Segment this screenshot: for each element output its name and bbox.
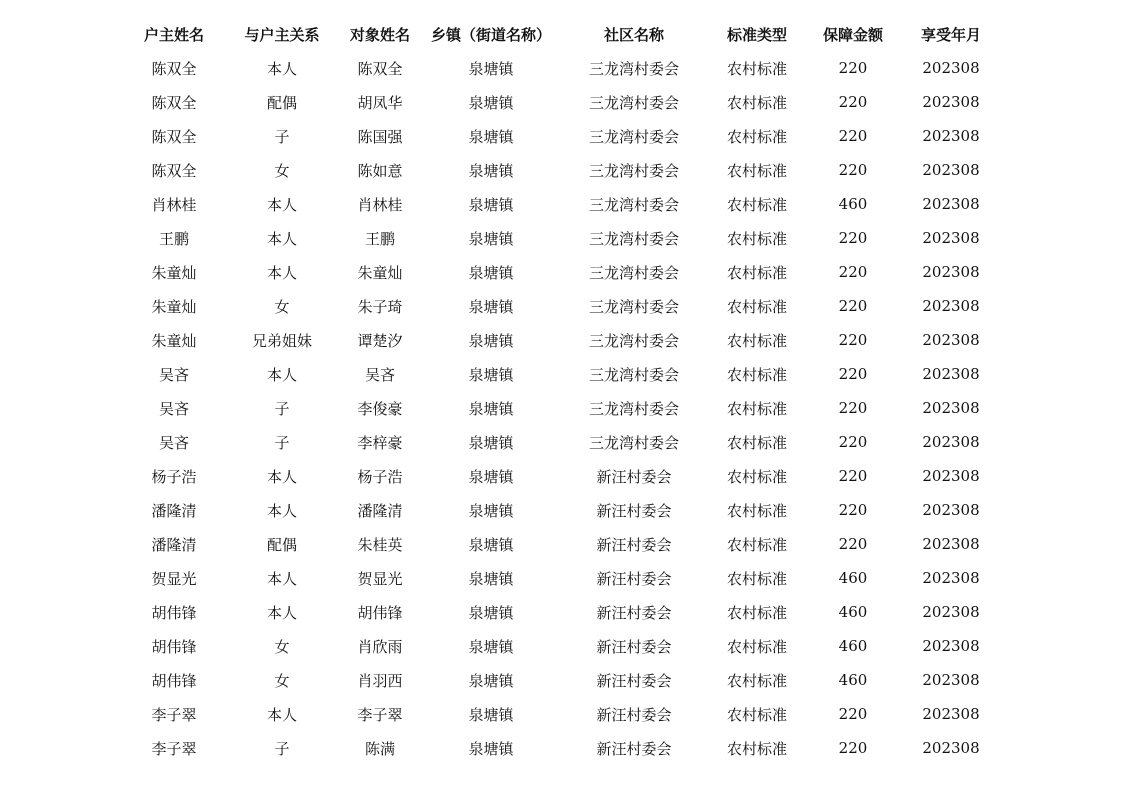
township-cell: 泉塘镇 [468, 93, 514, 112]
township-cell: 泉塘镇 [468, 195, 514, 214]
table-row [120, 731, 1000, 765]
household-head-name-cell: 杨子浩 [151, 467, 197, 486]
standard-type-cell: 农村标准 [726, 569, 787, 588]
standard-type-cell: 农村标准 [726, 263, 787, 282]
relation-to-head-cell: 子 [274, 433, 290, 452]
benefit-month-cell: 202308 [922, 297, 980, 315]
township-cell: 泉塘镇 [468, 331, 514, 350]
relation-to-head-cell: 女 [274, 637, 290, 656]
benefit-month-cell: 202308 [922, 569, 980, 587]
relation-to-head-cell: 子 [274, 127, 290, 146]
standard-type-cell: 农村标准 [726, 331, 787, 350]
recipient-name-cell: 陈国强 [357, 127, 403, 146]
township-cell: 泉塘镇 [468, 297, 514, 316]
community-name-cell: 新汪村委会 [596, 603, 672, 622]
standard-type-cell: 农村标准 [726, 739, 787, 758]
benefit-month-cell: 202308 [922, 263, 980, 281]
relation-to-head-cell: 本人 [266, 467, 297, 486]
relation-to-head-cell: 配偶 [266, 93, 297, 112]
table-row [120, 391, 1000, 425]
household-head-name-cell: 朱童灿 [151, 331, 197, 350]
table-row [120, 153, 1000, 187]
recipient-name-cell: 陈满 [364, 739, 395, 758]
benefit-month-cell: 202308 [922, 433, 980, 451]
community-name-cell: 三龙湾村委会 [588, 331, 679, 350]
benefit-amount-cell: 220 [838, 739, 868, 757]
township-cell: 泉塘镇 [468, 569, 514, 588]
recipient-name-cell: 肖欣雨 [357, 637, 403, 656]
township-cell: 泉塘镇 [468, 399, 514, 418]
benefit-roster-table [120, 17, 1000, 765]
household-head-name-cell: 陈双全 [151, 93, 197, 112]
township-cell: 泉塘镇 [468, 127, 514, 146]
household-head-name-cell: 朱童灿 [151, 263, 197, 282]
recipient-name-cell: 胡凤华 [357, 93, 403, 112]
relation-to-head-cell: 女 [274, 297, 290, 316]
recipient-name-cell: 王鹏 [364, 229, 395, 248]
community-name-cell: 三龙湾村委会 [588, 195, 679, 214]
table-row [120, 85, 1000, 119]
community-name-cell: 新汪村委会 [596, 739, 672, 758]
household-head-name-cell: 吴吝 [158, 399, 189, 418]
benefit-amount-cell: 220 [838, 399, 868, 417]
table-row [120, 561, 1000, 595]
recipient-name-cell: 朱童灿 [357, 263, 403, 282]
benefit-month-cell: 202308 [922, 161, 980, 179]
benefit-amount-cell: 220 [838, 59, 868, 77]
table-row [120, 323, 1000, 357]
header-community-name: 社区名称 [603, 25, 664, 44]
relation-to-head-cell: 本人 [266, 263, 297, 282]
community-name-cell: 三龙湾村委会 [588, 93, 679, 112]
benefit-roster-sheet [120, 17, 1000, 765]
standard-type-cell: 农村标准 [726, 637, 787, 656]
benefit-amount-cell: 220 [838, 365, 868, 383]
community-name-cell: 三龙湾村委会 [588, 433, 679, 452]
recipient-name-cell: 朱桂英 [357, 535, 403, 554]
benefit-month-cell: 202308 [922, 603, 980, 621]
standard-type-cell: 农村标准 [726, 399, 787, 418]
township-cell: 泉塘镇 [468, 229, 514, 248]
benefit-amount-cell: 220 [838, 535, 868, 553]
community-name-cell: 新汪村委会 [596, 535, 672, 554]
recipient-name-cell: 陈如意 [357, 161, 403, 180]
household-head-name-cell: 吴吝 [158, 365, 189, 384]
relation-to-head-cell: 本人 [266, 195, 297, 214]
header-benefit-month: 享受年月 [920, 25, 981, 44]
benefit-amount-cell: 220 [838, 161, 868, 179]
standard-type-cell: 农村标准 [726, 229, 787, 248]
community-name-cell: 三龙湾村委会 [588, 297, 679, 316]
relation-to-head-cell: 子 [274, 739, 290, 758]
benefit-month-cell: 202308 [922, 671, 980, 689]
recipient-name-cell: 陈双全 [357, 59, 403, 78]
household-head-name-cell: 肖林桂 [151, 195, 197, 214]
benefit-amount-cell: 220 [838, 705, 868, 723]
benefit-amount-cell: 460 [838, 671, 868, 689]
household-head-name-cell: 李子翠 [151, 739, 197, 758]
relation-to-head-cell: 本人 [266, 705, 297, 724]
recipient-name-cell: 肖林桂 [357, 195, 403, 214]
household-head-name-cell: 吴吝 [158, 433, 189, 452]
benefit-month-cell: 202308 [922, 637, 980, 655]
township-cell: 泉塘镇 [468, 433, 514, 452]
household-head-name-cell: 朱童灿 [151, 297, 197, 316]
household-head-name-cell: 潘隆清 [151, 501, 197, 520]
standard-type-cell: 农村标准 [726, 365, 787, 384]
township-cell: 泉塘镇 [468, 467, 514, 486]
benefit-amount-cell: 220 [838, 93, 868, 111]
table-row [120, 119, 1000, 153]
table-row [120, 527, 1000, 561]
benefit-month-cell: 202308 [922, 331, 980, 349]
household-head-name-cell: 胡伟锋 [151, 637, 197, 656]
household-head-name-cell: 李子翠 [151, 705, 197, 724]
relation-to-head-cell: 本人 [266, 365, 297, 384]
benefit-month-cell: 202308 [922, 229, 980, 247]
benefit-amount-cell: 220 [838, 297, 868, 315]
standard-type-cell: 农村标准 [726, 297, 787, 316]
relation-to-head-cell: 女 [274, 671, 290, 690]
community-name-cell: 三龙湾村委会 [588, 161, 679, 180]
township-cell: 泉塘镇 [468, 603, 514, 622]
benefit-month-cell: 202308 [922, 705, 980, 723]
table-body [120, 51, 1000, 765]
relation-to-head-cell: 本人 [266, 59, 297, 78]
header-relation-to-head: 与户主关系 [244, 25, 320, 44]
township-cell: 泉塘镇 [468, 263, 514, 282]
table-row [120, 357, 1000, 391]
recipient-name-cell: 潘隆清 [357, 501, 403, 520]
header-recipient-name: 对象姓名 [349, 25, 410, 44]
township-cell: 泉塘镇 [468, 705, 514, 724]
relation-to-head-cell: 本人 [266, 229, 297, 248]
recipient-name-cell: 李子翠 [357, 705, 403, 724]
household-head-name-cell: 陈双全 [151, 127, 197, 146]
community-name-cell: 新汪村委会 [596, 569, 672, 588]
household-head-name-cell: 陈双全 [151, 59, 197, 78]
community-name-cell: 新汪村委会 [596, 671, 672, 690]
community-name-cell: 新汪村委会 [596, 501, 672, 520]
township-cell: 泉塘镇 [468, 671, 514, 690]
header-benefit-amount: 保障金额 [822, 25, 883, 44]
benefit-amount-cell: 220 [838, 229, 868, 247]
recipient-name-cell: 谭楚汐 [357, 331, 403, 350]
benefit-month-cell: 202308 [922, 195, 980, 213]
township-cell: 泉塘镇 [468, 739, 514, 758]
relation-to-head-cell: 本人 [266, 603, 297, 622]
benefit-month-cell: 202308 [922, 399, 980, 417]
township-cell: 泉塘镇 [468, 535, 514, 554]
relation-to-head-cell: 女 [274, 161, 290, 180]
township-cell: 泉塘镇 [468, 161, 514, 180]
benefit-amount-cell: 220 [838, 501, 868, 519]
benefit-amount-cell: 220 [838, 127, 868, 145]
standard-type-cell: 农村标准 [726, 467, 787, 486]
table-row [120, 51, 1000, 85]
township-cell: 泉塘镇 [468, 59, 514, 78]
standard-type-cell: 农村标准 [726, 93, 787, 112]
recipient-name-cell: 贺显光 [357, 569, 403, 588]
table-row [120, 459, 1000, 493]
community-name-cell: 三龙湾村委会 [588, 263, 679, 282]
standard-type-cell: 农村标准 [726, 127, 787, 146]
recipient-name-cell: 杨子浩 [357, 467, 403, 486]
benefit-month-cell: 202308 [922, 59, 980, 77]
benefit-amount-cell: 220 [838, 331, 868, 349]
relation-to-head-cell: 配偶 [266, 535, 297, 554]
township-cell: 泉塘镇 [468, 637, 514, 656]
township-cell: 泉塘镇 [468, 501, 514, 520]
community-name-cell: 新汪村委会 [596, 705, 672, 724]
benefit-amount-cell: 220 [838, 433, 868, 451]
table-row [120, 289, 1000, 323]
header-household-head-name: 户主姓名 [143, 25, 204, 44]
relation-to-head-cell: 子 [274, 399, 290, 418]
benefit-month-cell: 202308 [922, 467, 980, 485]
recipient-name-cell: 吴吝 [364, 365, 395, 384]
benefit-month-cell: 202308 [922, 365, 980, 383]
household-head-name-cell: 陈双全 [151, 161, 197, 180]
community-name-cell: 三龙湾村委会 [588, 229, 679, 248]
table-row [120, 493, 1000, 527]
benefit-amount-cell: 460 [838, 603, 868, 621]
community-name-cell: 三龙湾村委会 [588, 399, 679, 418]
community-name-cell: 三龙湾村委会 [588, 59, 679, 78]
household-head-name-cell: 王鹏 [158, 229, 189, 248]
header-standard-type: 标准类型 [726, 25, 787, 44]
relation-to-head-cell: 本人 [266, 569, 297, 588]
standard-type-cell: 农村标准 [726, 195, 787, 214]
table-row [120, 425, 1000, 459]
standard-type-cell: 农村标准 [726, 603, 787, 622]
recipient-name-cell: 肖羽西 [357, 671, 403, 690]
header-township: 乡镇（街道名称） [430, 25, 551, 44]
benefit-amount-cell: 460 [838, 569, 868, 587]
benefit-month-cell: 202308 [922, 739, 980, 757]
table-row [120, 221, 1000, 255]
standard-type-cell: 农村标准 [726, 433, 787, 452]
township-cell: 泉塘镇 [468, 365, 514, 384]
household-head-name-cell: 胡伟锋 [151, 603, 197, 622]
standard-type-cell: 农村标准 [726, 501, 787, 520]
table-row [120, 663, 1000, 697]
household-head-name-cell: 贺显光 [151, 569, 197, 588]
benefit-amount-cell: 220 [838, 467, 868, 485]
recipient-name-cell: 胡伟锋 [357, 603, 403, 622]
standard-type-cell: 农村标准 [726, 59, 787, 78]
household-head-name-cell: 胡伟锋 [151, 671, 197, 690]
relation-to-head-cell: 兄弟姐妹 [251, 331, 312, 350]
table-row [120, 255, 1000, 289]
community-name-cell: 新汪村委会 [596, 467, 672, 486]
table-row [120, 697, 1000, 731]
standard-type-cell: 农村标准 [726, 671, 787, 690]
benefit-amount-cell: 460 [838, 195, 868, 213]
table-header [120, 17, 1000, 51]
community-name-cell: 三龙湾村委会 [588, 365, 679, 384]
benefit-amount-cell: 460 [838, 637, 868, 655]
household-head-name-cell: 潘隆清 [151, 535, 197, 554]
relation-to-head-cell: 本人 [266, 501, 297, 520]
table-row [120, 187, 1000, 221]
benefit-amount-cell: 220 [838, 263, 868, 281]
benefit-month-cell: 202308 [922, 535, 980, 553]
community-name-cell: 三龙湾村委会 [588, 127, 679, 146]
standard-type-cell: 农村标准 [726, 535, 787, 554]
table-row [120, 629, 1000, 663]
community-name-cell: 新汪村委会 [596, 637, 672, 656]
recipient-name-cell: 朱子琦 [357, 297, 403, 316]
benefit-month-cell: 202308 [922, 93, 980, 111]
table-row [120, 595, 1000, 629]
standard-type-cell: 农村标准 [726, 161, 787, 180]
benefit-month-cell: 202308 [922, 127, 980, 145]
recipient-name-cell: 李俊豪 [357, 399, 403, 418]
header-row [120, 17, 1000, 51]
standard-type-cell: 农村标准 [726, 705, 787, 724]
recipient-name-cell: 李梓豪 [357, 433, 403, 452]
benefit-month-cell: 202308 [922, 501, 980, 519]
